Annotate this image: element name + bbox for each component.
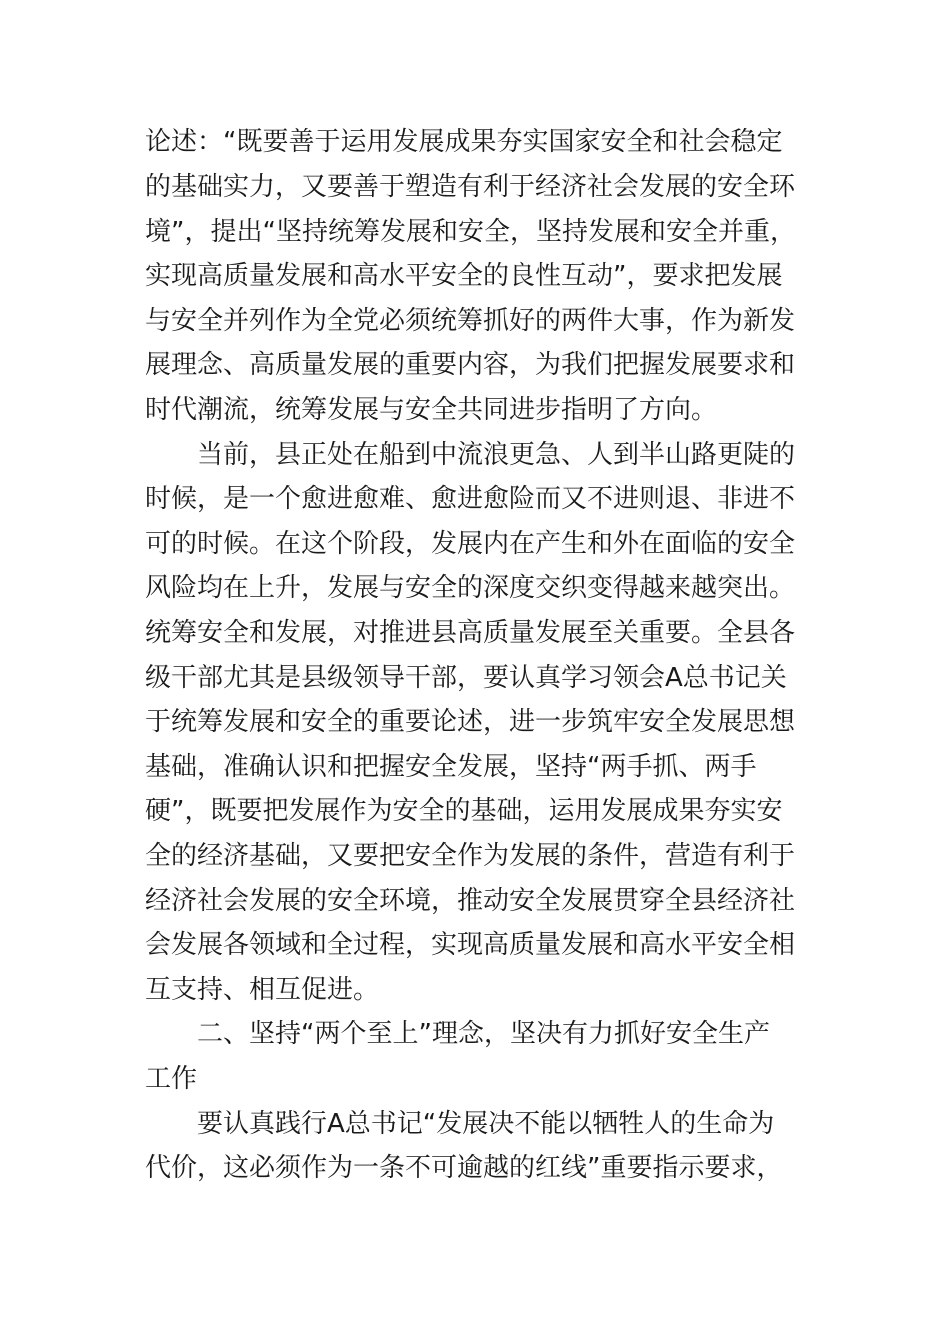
text-line: 代价，这必须作为一条不可逾越的红线”重要指示要求，: [145, 1153, 783, 1183]
text-line: 会发展各领域和全过程，实现高质量发展和高水平安全相: [145, 930, 796, 960]
text-line: 硬”，既要把发展作为安全的基础，运用发展成果夯实安: [145, 796, 783, 826]
text-line: 境”，提出“坚持统筹发展和安全，坚持发展和安全并重，: [145, 217, 796, 247]
text-line: 风险均在上升，发展与安全的深度交织变得越来越突出。: [145, 573, 796, 603]
text-line: 于统筹发展和安全的重要论述，进一步筑牢安全发展思想: [145, 707, 796, 737]
text-line: 基础，准确认识和把握安全发展，坚持“两手抓、两手: [145, 752, 757, 782]
text-line: 互支持、相互促进。: [145, 975, 380, 1005]
text-line: 论述：“既要善于运用发展成果夯实国家安全和社会稳定: [145, 127, 783, 157]
section-heading: 二、坚持“两个至上”理念，坚决有力抓好安全生产: [197, 1019, 770, 1049]
text-line: 要认真践行A总书记“发展决不能以牺牲人的生命为: [197, 1109, 775, 1139]
text-line: 的基础实力，又要善于塑造有利于经济社会发展的安全环: [145, 172, 796, 202]
text-line: 全的经济基础，又要把安全作为发展的条件，营造有利于: [145, 841, 796, 871]
text-line: 级干部尤其是县级领导干部，要认真学习领会A总书记关: [145, 663, 787, 693]
text-line: 展理念、高质量发展的重要内容，为我们把握发展要求和: [145, 350, 796, 380]
text-line: 实现高质量发展和高水平安全的良性互动”，要求把发展: [145, 261, 783, 291]
text-line: 时代潮流，统筹发展与安全共同进步指明了方向。: [145, 395, 718, 425]
text-line: 当前，县正处在船到中流浪更急、人到半山路更陡的: [197, 440, 796, 470]
section-heading: 工作: [145, 1064, 198, 1094]
text-line: 可的时候。在这个阶段，发展内在产生和外在面临的安全: [145, 529, 796, 559]
text-line: 经济社会发展的安全环境，推动安全发展贯穿全县经济社: [145, 886, 796, 916]
text-line: 与安全并列作为全党必须统筹抓好的两件大事，作为新发: [145, 306, 796, 336]
text-line: 时候，是一个愈进愈难、愈进愈险而又不进则退、非进不: [145, 484, 796, 514]
text-line: 统筹安全和发展，对推进县高质量发展至关重要。全县各: [145, 618, 796, 648]
